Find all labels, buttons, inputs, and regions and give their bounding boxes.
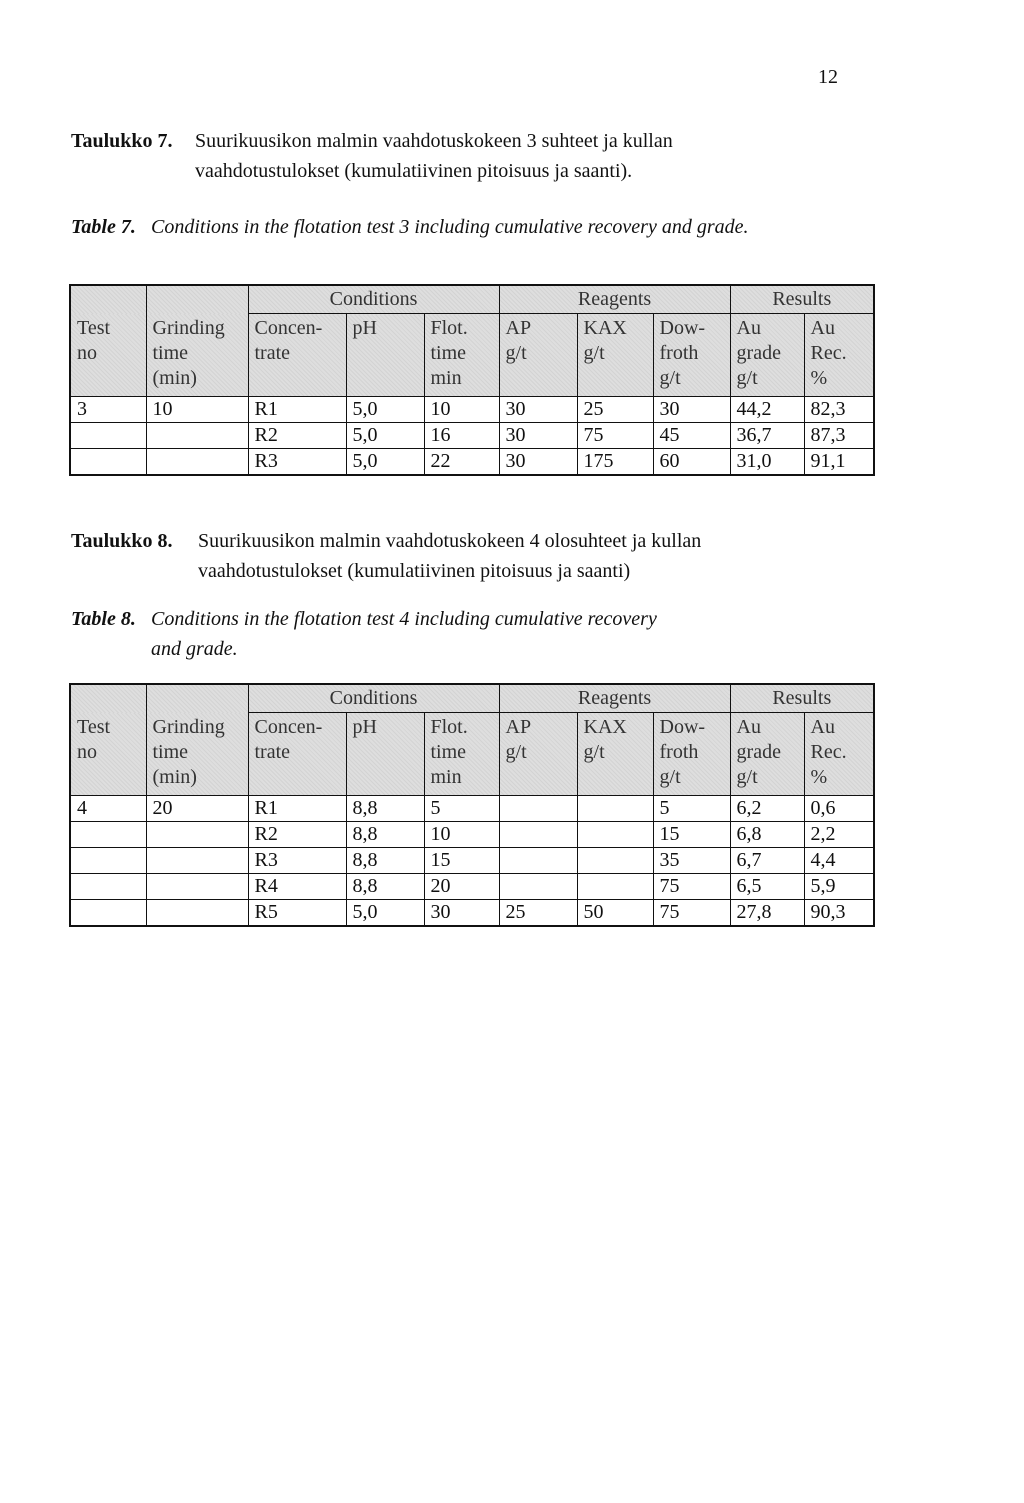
table-row (70, 796, 874, 822)
table-cell-empty (70, 900, 146, 927)
table-cell-empty (146, 449, 248, 476)
table-cell: 10 (424, 822, 499, 848)
table-cell-empty (70, 822, 146, 848)
table7-test-no: 3 (70, 397, 146, 423)
table8-group-results: Results (730, 684, 874, 713)
table-cell: 2,2 (804, 822, 874, 848)
table-cell: 5,0 (346, 900, 424, 927)
table8-header-au-grade: Au grade g/t (730, 713, 804, 796)
table-cell (577, 796, 653, 822)
table-cell: 5,0 (346, 449, 424, 476)
table-cell: 4,4 (804, 848, 874, 874)
table-cell: 5 (653, 796, 730, 822)
table-cell: 5,0 (346, 397, 424, 423)
table7-header-au-grade: Au grade g/t (730, 314, 804, 397)
table-cell: 25 (577, 397, 653, 423)
table-cell: R4 (248, 874, 346, 900)
table8-header-au-rec: Au Rec. % (804, 713, 874, 796)
table-cell: 8,8 (346, 874, 424, 900)
table-cell: 5 (424, 796, 499, 822)
table8-caption-en-line1: Conditions in the flotation test 4 including cumulative recovery (151, 608, 657, 630)
table-cell-empty (70, 848, 146, 874)
table-cell: 27,8 (730, 900, 804, 927)
table-cell (499, 822, 577, 848)
table-row (70, 874, 874, 900)
table7-grinding-time: 10 (146, 397, 248, 423)
table8-header-grinding: Grinding time (min) (146, 713, 248, 796)
table7-header-dowfroth: Dow- froth g/t (653, 314, 730, 397)
table-cell-empty (70, 449, 146, 476)
table7 (69, 284, 875, 476)
table-cell: 175 (577, 449, 653, 476)
table-cell: 31,0 (730, 449, 804, 476)
table-cell (577, 874, 653, 900)
table8-header-ap: AP g/t (499, 713, 577, 796)
table8-caption-fi-line1: Suurikuusikon malmin vaahdotuskokeen 4 olosuhteet ja kullan (198, 530, 702, 552)
table-cell: 75 (577, 423, 653, 449)
table-cell: 5,0 (346, 423, 424, 449)
table7-caption-fi-line2: vaahdotustulokset (kumulatiivinen pitoisuus ja saanti). (195, 160, 633, 182)
table-cell-empty (146, 874, 248, 900)
table7-header-concentrate: Concen- trate (248, 314, 346, 397)
table8-caption-fi-label: Taulukko 8. (71, 530, 173, 552)
table8-header-flot: Flot. time min (424, 713, 499, 796)
table-row (70, 848, 874, 874)
table-cell: R2 (248, 423, 346, 449)
table8-header-dowfroth: Dow- froth g/t (653, 713, 730, 796)
table-cell-empty (146, 423, 248, 449)
table8-header-concentrate: Concen- trate (248, 713, 346, 796)
table-cell: 8,8 (346, 796, 424, 822)
table-cell (499, 796, 577, 822)
table7-header-ap: AP g/t (499, 314, 577, 397)
table7-group-conditions: Conditions (248, 285, 499, 314)
table-cell: 0,6 (804, 796, 874, 822)
table-cell: 8,8 (346, 848, 424, 874)
table7-group-results: Results (730, 285, 874, 314)
table7-header-test: Test no (70, 314, 146, 397)
table-cell: 36,7 (730, 423, 804, 449)
table-row (70, 900, 874, 927)
table-cell: 15 (653, 822, 730, 848)
table-cell: 35 (653, 848, 730, 874)
table-cell-empty (146, 822, 248, 848)
table-cell: 75 (653, 874, 730, 900)
page-number: 12 (818, 66, 838, 88)
table7-header-ph: pH (346, 314, 424, 397)
table7-caption-en-label: Table 7. (71, 216, 136, 238)
table7-header-grinding: Grinding time (min) (146, 314, 248, 397)
table-cell: 30 (653, 397, 730, 423)
table7-caption-en-text: Conditions in the flotation test 3 including cumulative recovery and grade. (151, 216, 749, 238)
table-cell (499, 848, 577, 874)
table-cell: 5,9 (804, 874, 874, 900)
table-cell: 25 (499, 900, 577, 927)
table7-header-blank-grinding (146, 285, 248, 314)
table-cell: 6,2 (730, 796, 804, 822)
table8-grinding-time: 20 (146, 796, 248, 822)
table7-group-reagents: Reagents (499, 285, 730, 314)
table-row (70, 397, 874, 423)
table-cell: 87,3 (804, 423, 874, 449)
table8-caption-fi (71, 526, 701, 586)
table-cell: 75 (653, 900, 730, 927)
table7-caption-fi (71, 126, 673, 186)
table8-caption-en-line2: and grade. (151, 638, 238, 660)
table-cell: 90,3 (804, 900, 874, 927)
table-cell: 22 (424, 449, 499, 476)
table-cell: R1 (248, 796, 346, 822)
table-cell: 44,2 (730, 397, 804, 423)
table-cell: 6,5 (730, 874, 804, 900)
table-cell: R1 (248, 397, 346, 423)
table-cell: 91,1 (804, 449, 874, 476)
table8-caption-en (71, 604, 657, 664)
table8-caption-en-label: Table 8. (71, 608, 136, 630)
table-row (70, 449, 874, 476)
table8-header-test: Test no (70, 713, 146, 796)
table8 (69, 683, 875, 927)
table8-group-reagents: Reagents (499, 684, 730, 713)
table7-caption-fi-label: Taulukko 7. (71, 130, 173, 152)
table8-test-no: 4 (70, 796, 146, 822)
table7-header-au-rec: Au Rec. % (804, 314, 874, 397)
table-cell: 6,7 (730, 848, 804, 874)
table-cell: 30 (499, 423, 577, 449)
table8-caption-fi-line2: vaahdotustulokset (kumulatiivinen pitoisuus ja saanti) (198, 560, 631, 582)
table7-header-kax: KAX g/t (577, 314, 653, 397)
table-cell: 16 (424, 423, 499, 449)
table-cell (577, 822, 653, 848)
table-cell: 15 (424, 848, 499, 874)
table-cell: 20 (424, 874, 499, 900)
table7-caption-en (71, 212, 749, 242)
table-cell (577, 848, 653, 874)
table-cell: 45 (653, 423, 730, 449)
table-cell: R3 (248, 848, 346, 874)
table-row (70, 822, 874, 848)
table-cell: 50 (577, 900, 653, 927)
table-cell (499, 874, 577, 900)
table7-header-flot: Flot. time min (424, 314, 499, 397)
table-cell-empty (146, 900, 248, 927)
table-cell-empty (146, 848, 248, 874)
table-cell: R2 (248, 822, 346, 848)
table-cell: 10 (424, 397, 499, 423)
table-cell-empty (70, 874, 146, 900)
table8-header-blank-test (70, 684, 146, 713)
table7-caption-fi-line1: Suurikuusikon malmin vaahdotuskokeen 3 suhteet ja kullan (195, 130, 673, 152)
table-cell: 82,3 (804, 397, 874, 423)
table8-group-conditions: Conditions (248, 684, 499, 713)
table-cell: 60 (653, 449, 730, 476)
table-cell: 6,8 (730, 822, 804, 848)
table-cell: R3 (248, 449, 346, 476)
table-cell: 30 (424, 900, 499, 927)
table-cell: R5 (248, 900, 346, 927)
table-cell: 8,8 (346, 822, 424, 848)
table-cell: 30 (499, 397, 577, 423)
table7-header-blank-test (70, 285, 146, 314)
table8-header-kax: KAX g/t (577, 713, 653, 796)
table-row (70, 423, 874, 449)
table8-header-ph: pH (346, 713, 424, 796)
table8-header-blank-grinding (146, 684, 248, 713)
table-cell: 30 (499, 449, 577, 476)
table-cell-empty (70, 423, 146, 449)
